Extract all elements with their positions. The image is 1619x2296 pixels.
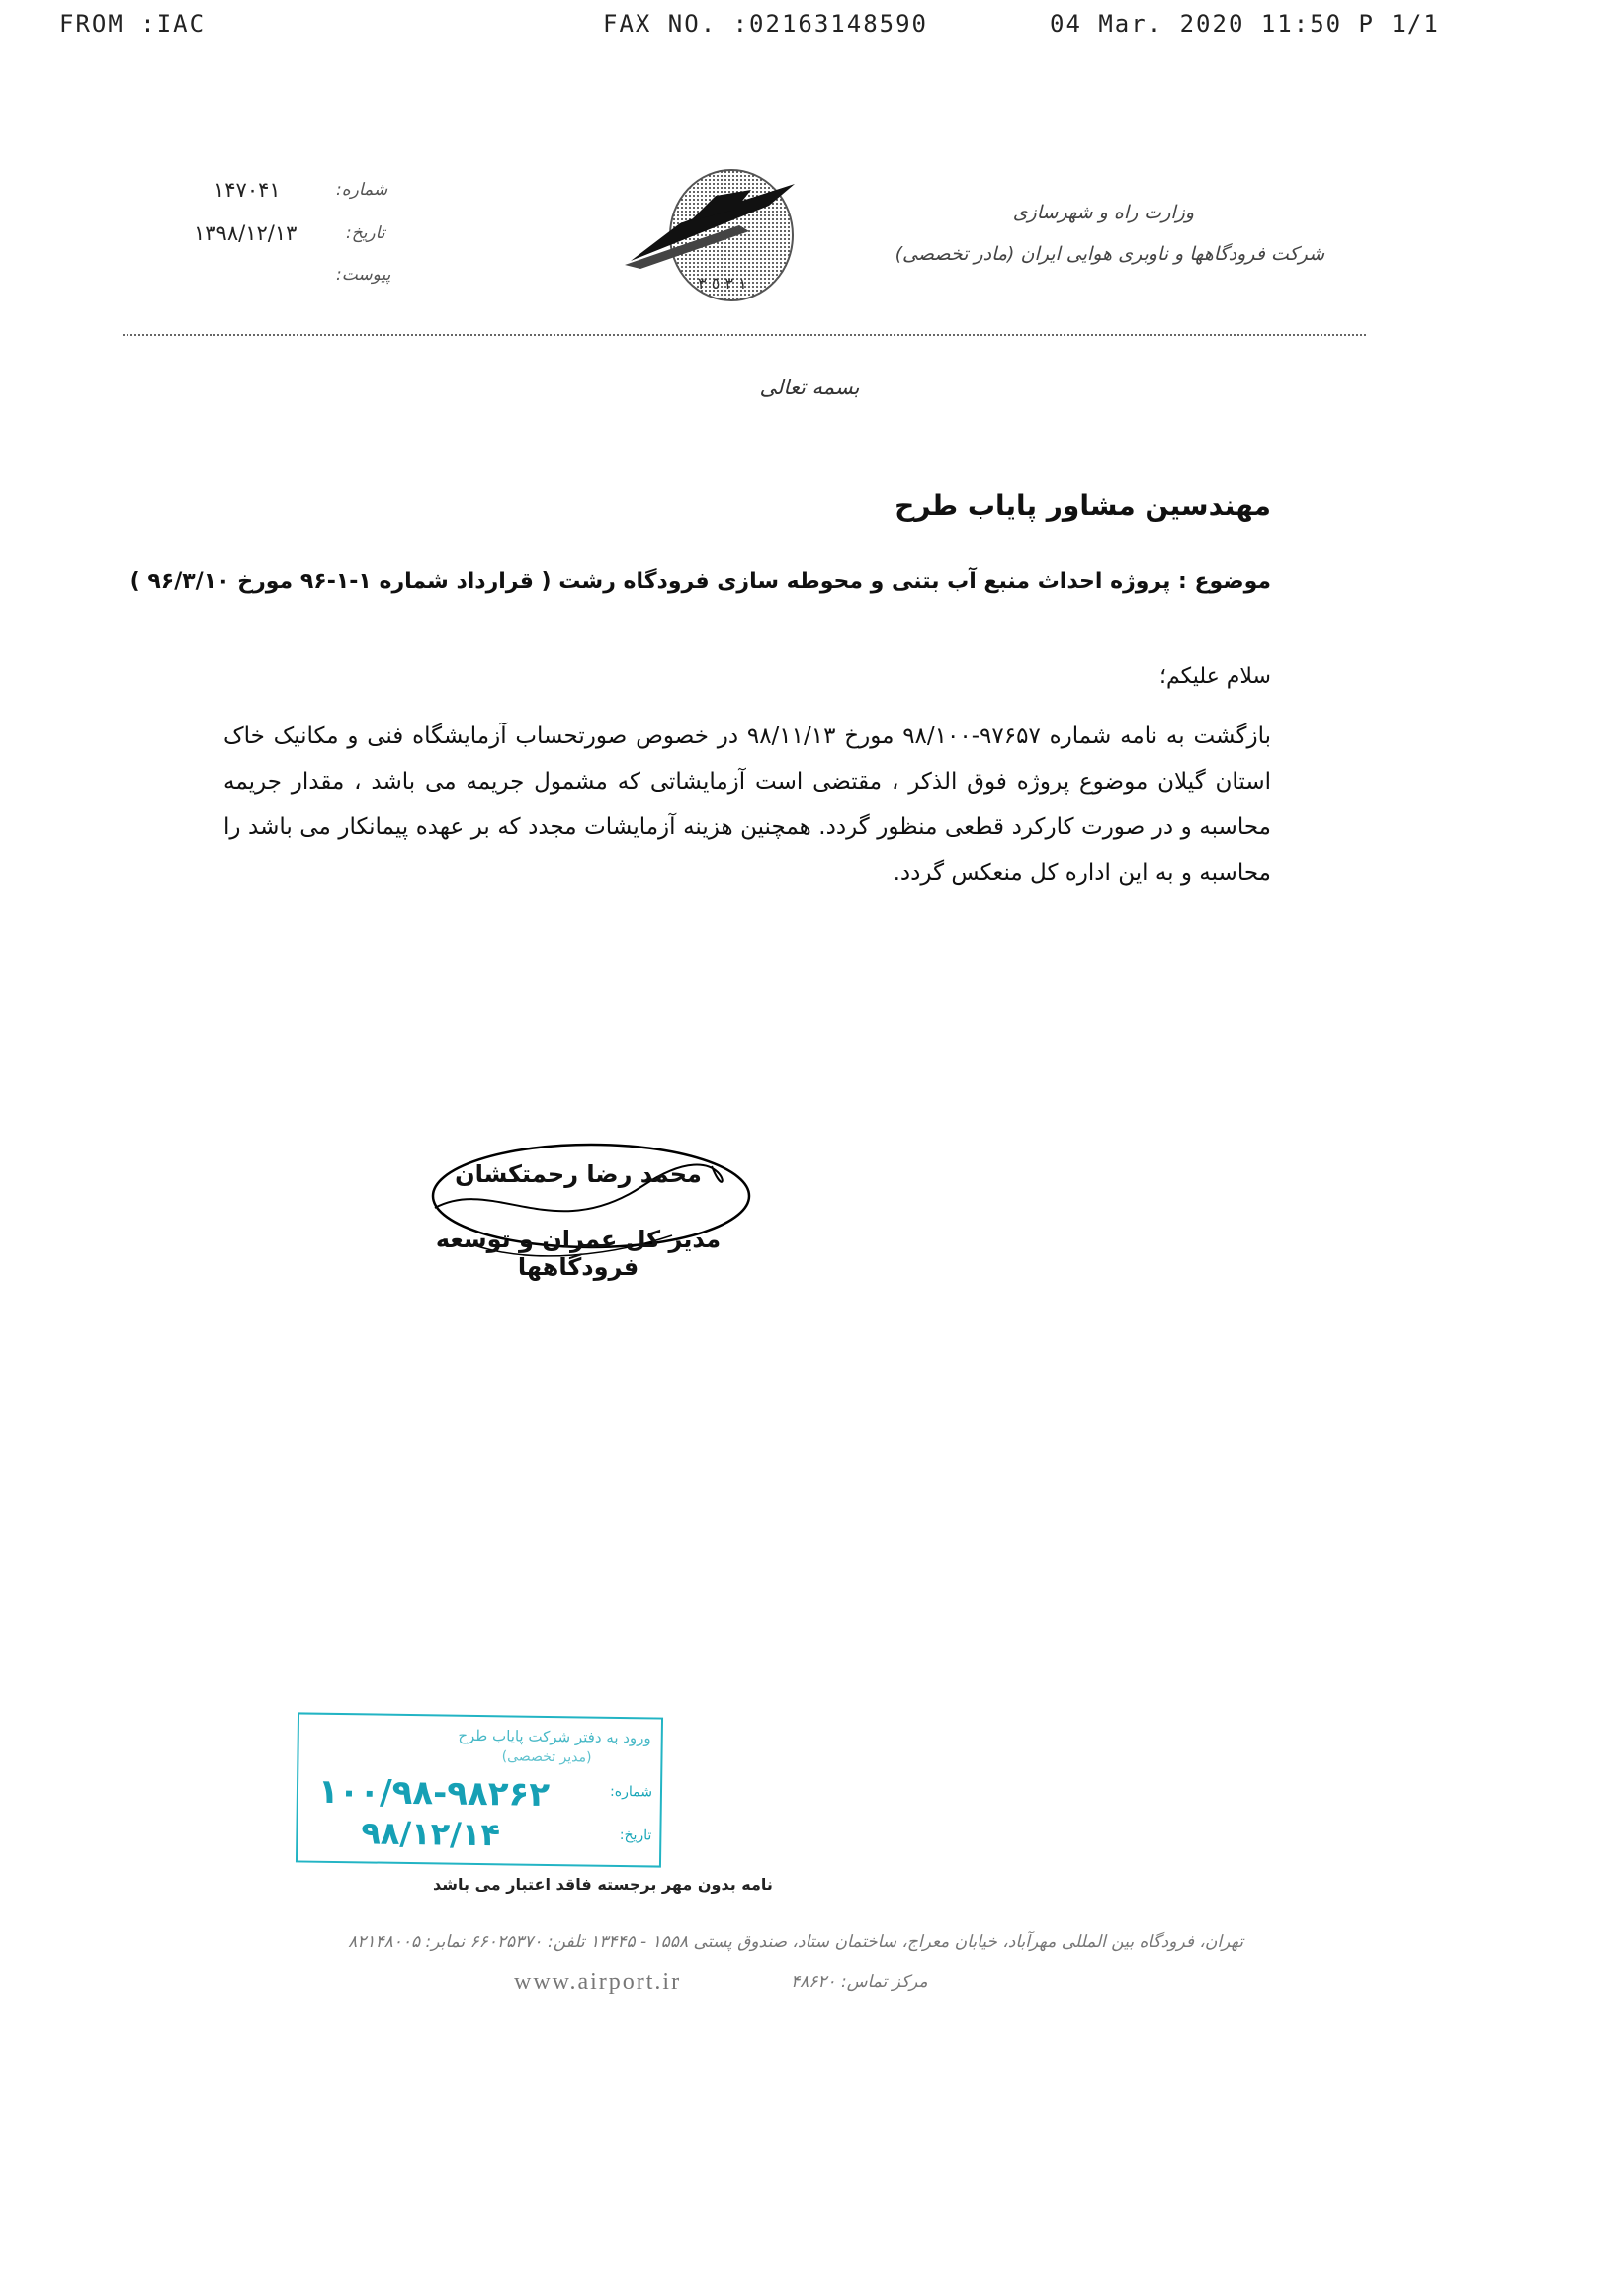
- signatory-title: مدیر کل عمران و توسعه فرودگاهها: [435, 1226, 722, 1281]
- letter-number: ۱۴۷۰۴۱: [213, 178, 281, 202]
- ministry-name: وزارت راه و شهرسازی: [1012, 202, 1194, 223]
- footer-address: تهران، فرودگاه بین المللی مهرآباد، خیابان معراج، ساختمان ستاد، صندوق پستی ۱۵۵۸ - ۱۳۴۴۵ تلفن: ۶۶۰۲۵۳۷۰ نمابر: ۸۲۱۴۸۰۰۵: [348, 1932, 1243, 1952]
- header-divider: [123, 334, 1366, 336]
- addressee: مهندسین مشاور پایاب طرح: [895, 489, 1271, 522]
- greeting: سلام علیکم؛: [1158, 664, 1271, 689]
- stamp-date-label: تاریخ:: [619, 1827, 652, 1844]
- receipt-stamp: [296, 1712, 663, 1867]
- bismillah: بسمه تعالی: [759, 376, 860, 399]
- subject-line: موضوع : پروژه احداث منبع آب بتنی و محوطه سازی فرودگاه رشت ( قرارداد شماره ۱-۱-۹۶ مورخ ۹۶/۳/۱۰ ): [129, 569, 1271, 594]
- number-label: شماره:: [336, 180, 388, 200]
- emboss-notice: نامه بدون مهر برجسته فاقد اعتبار می باشد: [433, 1875, 773, 1894]
- fax-datetime: 04 Mar. 2020 11:50 P 1/1: [1050, 10, 1440, 38]
- stamp-sub-line: (مدیر تخصصی): [501, 1748, 592, 1766]
- attachment-label: پیوست:: [336, 265, 391, 285]
- company-name: شرکت فرودگاهها و ناوبری هوایی ایران (مادر تخصصی): [895, 243, 1324, 265]
- svg-text:١ ٣ ٥ ٣: ١ ٣ ٥ ٣: [698, 274, 747, 293]
- airports-company-logo: [621, 166, 799, 304]
- letter-body: بازگشت به نامه شماره ۹۷۶۵۷-۹۸/۱۰۰ مورخ ۹۸/۱۱/۱۳ در خصوص صورتحساب آزمایشگاه فنی و مکانیک خاک استان گیلان موضوع پروژه فوق الذکر ، مقتضی است آزمایشاتی که مشمول جریمه می باشد ، مقدار جریمه محاسبه و در صورت کارکرد قطعی منظور گردد. همچنین هزینه آزمایشات مجدد که بر عهده پیمانکار می باشد را محاسبه و به این اداره کل منعکس گردد.: [223, 723, 1272, 886]
- stamp-company-line: ورود به دفتر شرکت پایاب طرح: [458, 1726, 651, 1747]
- footer-call-center: مرکز تماس: ۴۸۶۲۰: [791, 1972, 928, 1992]
- letter-date: ۱۳۹۸/۱۲/۱۳: [194, 221, 298, 245]
- footer-website: www.airport.ir: [514, 1969, 682, 1995]
- stamp-date: ۹۸/۱۲/۱۴: [361, 1814, 501, 1854]
- stamp-number-label: شماره:: [609, 1783, 653, 1801]
- date-label: تاریخ:: [346, 223, 385, 243]
- stamp-number: ۱۰۰/۹۸-۹۸۲۶۲: [317, 1771, 551, 1815]
- fax-number: FAX NO. :02163148590: [603, 10, 928, 38]
- signatory-name: محمد رضا رحمتکشان: [455, 1160, 702, 1188]
- fax-from: FROM :IAC: [59, 10, 207, 38]
